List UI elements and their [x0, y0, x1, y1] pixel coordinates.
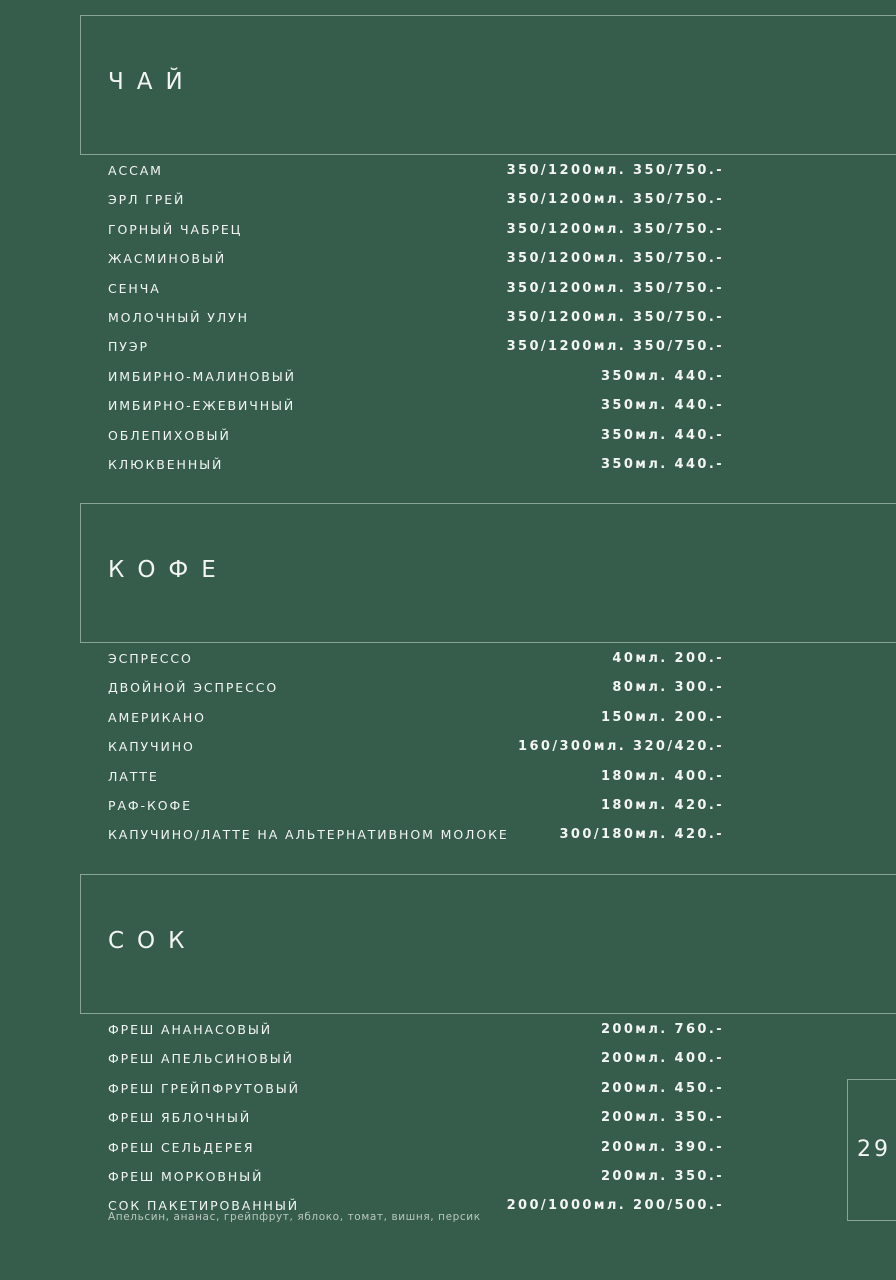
item-name: ЭСПРЕССО	[108, 651, 193, 666]
item-note: Апельсин, ананас, грейпфрут, яблоко, томат, вишня, персик	[108, 1211, 481, 1224]
list-item	[108, 429, 724, 458]
section-title-tea: ЧАЙ	[108, 69, 196, 95]
item-name: КАПУЧИНО/ЛАТТЕ НА АЛЬТЕРНАТИВНОМ МОЛОКЕ	[108, 827, 509, 843]
item-name: ЖАСМИНОВЫЙ	[108, 251, 227, 267]
list-item	[108, 770, 724, 799]
list-item	[108, 681, 724, 710]
list-item	[108, 223, 724, 252]
item-name: ДВОЙНОЙ ЭСПРЕССО	[108, 680, 279, 696]
item-price: 350мл. 440.-	[600, 368, 724, 384]
item-name: РАФ-КОФЕ	[108, 797, 192, 813]
juice-items-list	[108, 1023, 724, 1229]
page-number: 29	[857, 1137, 891, 1162]
list-item	[108, 399, 724, 428]
item-name: ФРЕШ АНАНАСОВЫЙ	[108, 1022, 273, 1037]
list-item	[108, 1023, 724, 1052]
list-item	[108, 711, 724, 740]
item-name: КЛЮКВЕННЫЙ	[108, 456, 224, 472]
list-item	[108, 340, 724, 369]
item-price: 160/300мл. 320/420.-	[518, 739, 724, 755]
item-name: ОБЛЕПИХОВЫЙ	[108, 427, 231, 443]
list-item	[108, 828, 724, 857]
item-name: ФРЕШ ЯБЛОЧНЫЙ	[108, 1110, 252, 1126]
item-price: 200мл. 350.-	[600, 1110, 724, 1126]
item-price: 350/1200мл. 350/750.-	[506, 221, 724, 237]
item-price: 350/1200мл. 350/750.-	[506, 163, 724, 178]
section-header-coffee	[80, 503, 896, 643]
item-price: 200мл. 350.-	[600, 1168, 724, 1184]
coffee-items-list	[108, 652, 724, 858]
item-price: 40мл. 200.-	[612, 651, 724, 666]
list-item	[108, 164, 724, 193]
item-price: 350/1200мл. 350/750.-	[506, 339, 724, 355]
list-item	[108, 1170, 724, 1199]
item-name: ФРЕШ АПЕЛЬСИНОВЫЙ	[108, 1051, 294, 1067]
item-name: ФРЕШ МОРКОВНЫЙ	[108, 1168, 264, 1184]
section-header-tea	[80, 15, 896, 155]
item-price: 150мл. 200.-	[600, 709, 724, 725]
item-price: 350/1200мл. 350/750.-	[506, 192, 724, 208]
list-item	[108, 282, 724, 311]
section-title-coffee: КОФЕ	[108, 557, 229, 583]
list-item	[108, 799, 724, 828]
item-name: ФРЕШ ГРЕЙПФРУТОВЫЙ	[108, 1080, 300, 1096]
list-item	[108, 370, 724, 399]
item-name: ЛАТТЕ	[108, 768, 159, 784]
list-item	[108, 740, 724, 769]
list-item	[108, 252, 724, 281]
item-price: 350/1200мл. 350/750.-	[506, 251, 724, 267]
item-name: ЭРЛ ГРЕЙ	[108, 192, 186, 208]
item-name: АМЕРИКАНО	[108, 709, 206, 725]
item-name: ИМБИРНО-МАЛИНОВЫЙ	[108, 368, 296, 384]
list-item	[108, 1199, 724, 1228]
list-item	[108, 652, 724, 681]
list-item	[108, 1082, 724, 1111]
item-price: 80мл. 300.-	[612, 680, 724, 696]
section-title-juice: СОК	[108, 928, 198, 954]
list-item	[108, 311, 724, 340]
list-item	[108, 1111, 724, 1140]
item-price: 300/180мл. 420.-	[559, 827, 724, 843]
page-number-box	[847, 1079, 896, 1221]
item-price: 200мл. 450.-	[600, 1080, 724, 1096]
item-price: 350/1200мл. 350/750.-	[506, 280, 724, 296]
tea-items-list	[108, 164, 724, 487]
item-name: КАПУЧИНО	[108, 739, 195, 755]
item-name: ИМБИРНО-ЕЖЕВИЧНЫЙ	[108, 398, 296, 414]
item-name: СЕНЧА	[108, 280, 161, 296]
item-price: 200/1000мл. 200/500.-	[506, 1198, 724, 1214]
item-price: 350/1200мл. 350/750.-	[506, 309, 724, 325]
item-price: 350мл. 440.-	[600, 398, 724, 414]
list-item	[108, 1052, 724, 1081]
list-item	[108, 458, 724, 487]
item-price: 350мл. 440.-	[600, 456, 724, 472]
item-price: 180мл. 420.-	[600, 797, 724, 813]
item-name: МОЛОЧНЫЙ УЛУН	[108, 309, 249, 325]
item-name: ГОРНЫЙ ЧАБРЕЦ	[108, 221, 243, 237]
item-name: ФРЕШ СЕЛЬДЕРЕЯ	[108, 1139, 255, 1155]
item-price: 200мл. 760.-	[600, 1022, 724, 1037]
item-price: 200мл. 400.-	[600, 1051, 724, 1067]
list-item	[108, 193, 724, 222]
item-price: 180мл. 400.-	[600, 768, 724, 784]
item-name: СОК ПАКЕТИРОВАННЫЙ	[108, 1198, 300, 1214]
list-item	[108, 1141, 724, 1170]
item-name: ПУЭР	[108, 339, 149, 355]
item-name: АССАМ	[108, 163, 163, 178]
section-header-juice	[80, 874, 896, 1014]
item-price: 350мл. 440.-	[600, 427, 724, 443]
item-price: 200мл. 390.-	[600, 1139, 724, 1155]
